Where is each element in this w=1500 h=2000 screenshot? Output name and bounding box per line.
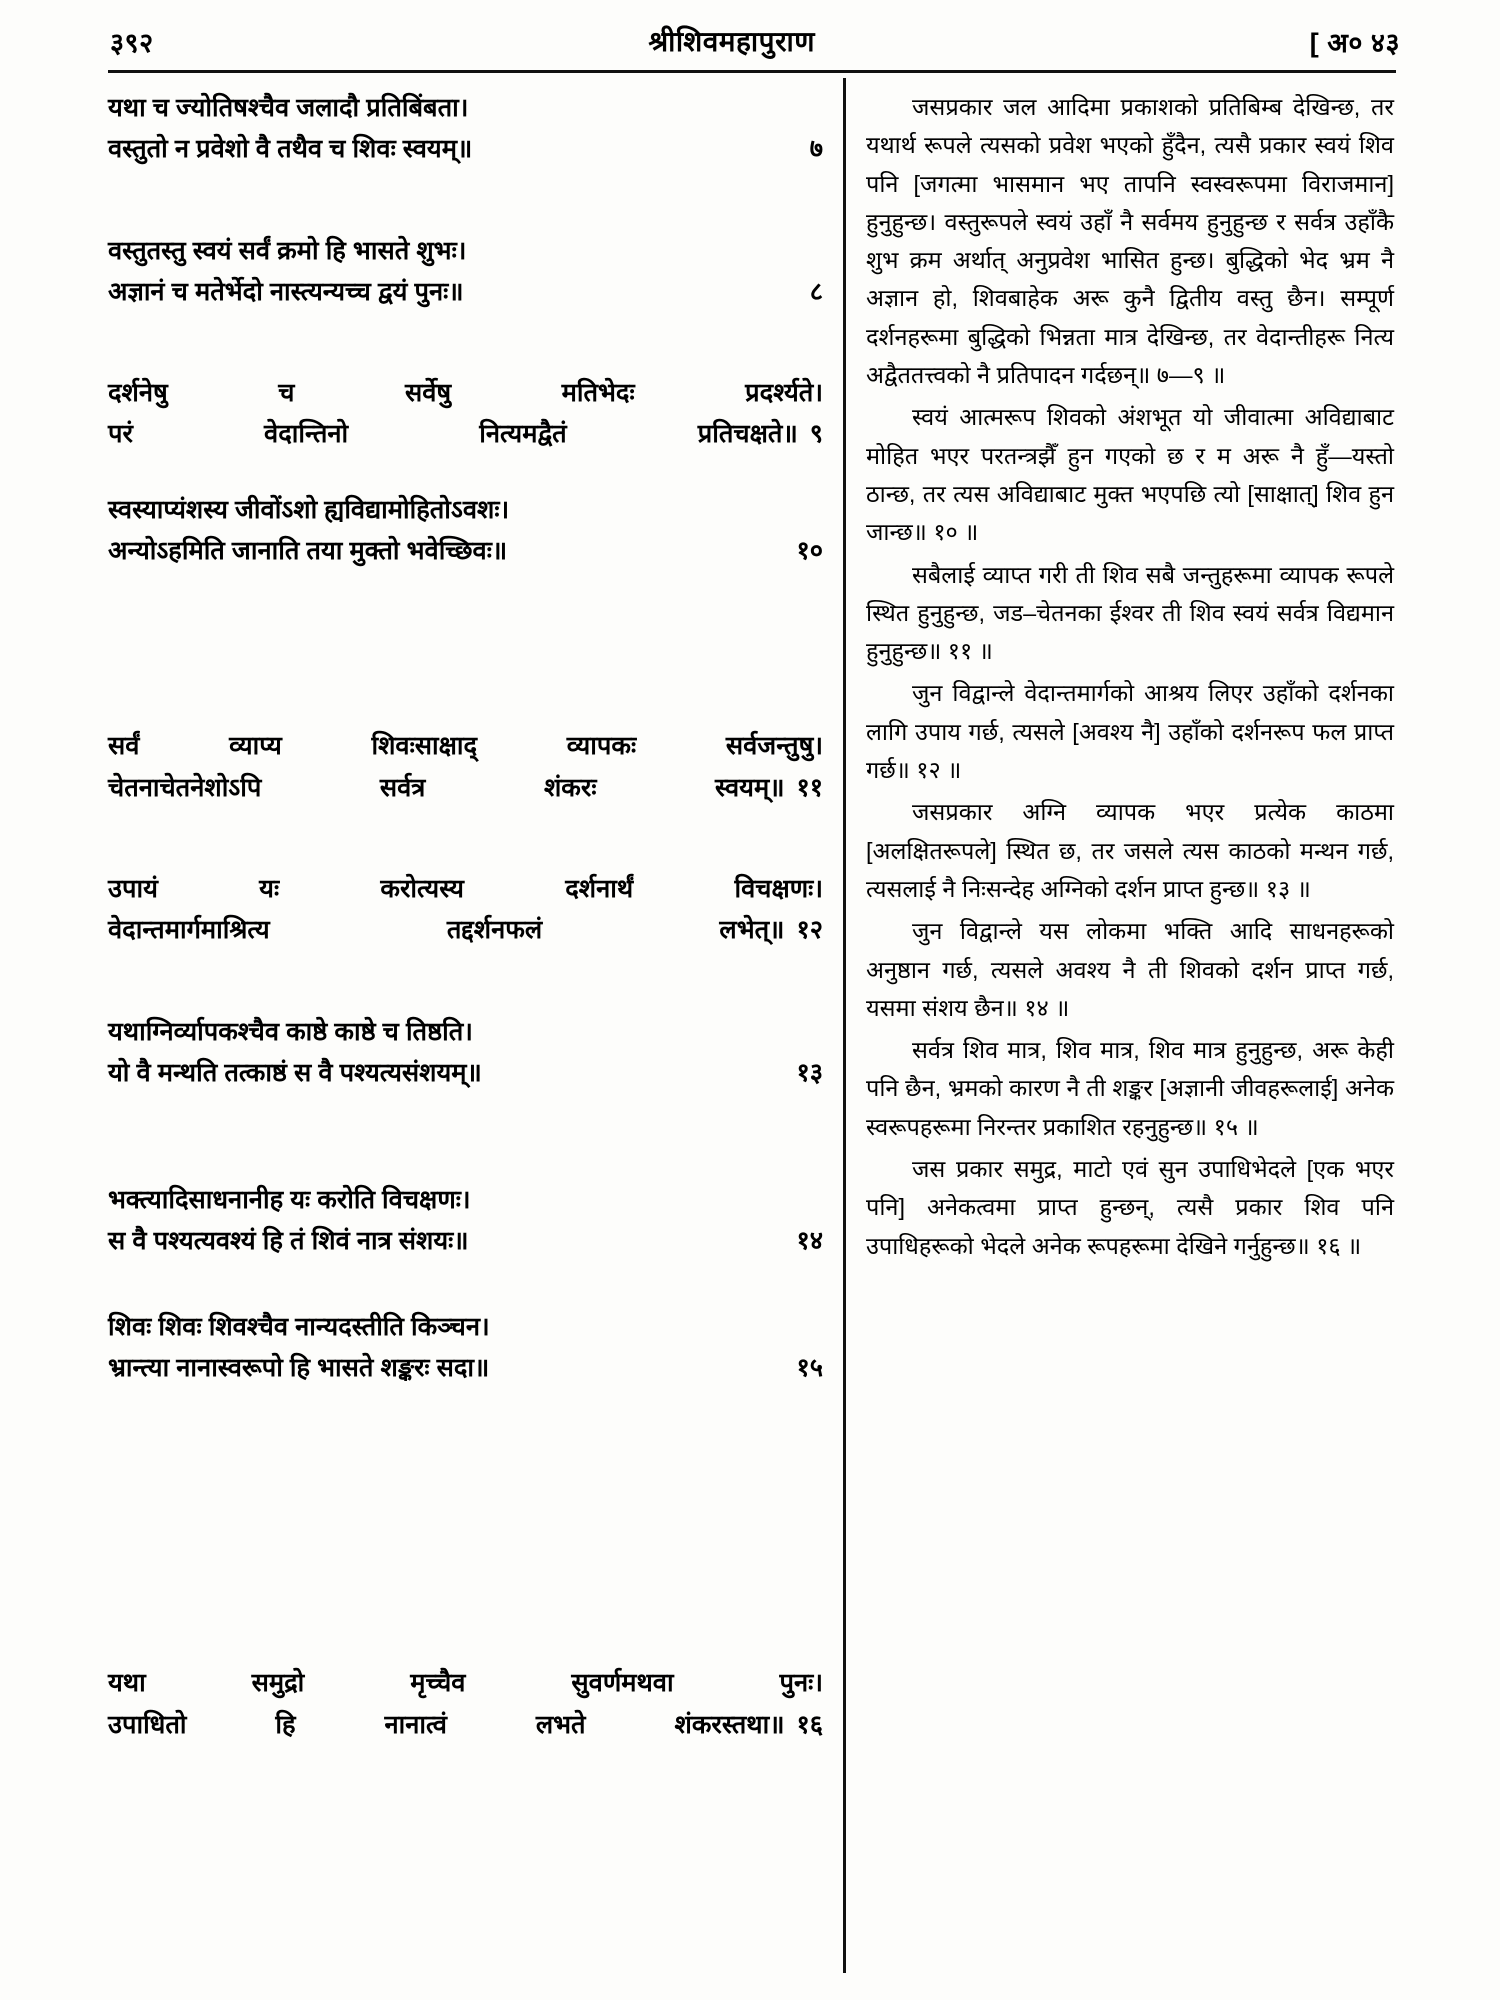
verse-16 <box>108 1663 823 1746</box>
verse-number: १६ <box>796 1710 823 1739</box>
commentary-paragraph: जुन विद्वान्ले यस लोकमा भक्ति आदि साधनहरूको अनुष्ठान गर्छ, त्यसले अवश्य नै ती शिवको दर्शन प्राप्त गर्छ, यसमा संशय छैन॥ १४ ॥ <box>866 918 1394 1021</box>
verse-text: उपाधितो हि नानात्वं लभते शंकरस्तथा॥ <box>108 1710 785 1739</box>
verse-line <box>108 129 823 170</box>
verse-number: १५ <box>796 1354 823 1383</box>
verse-text: यथाग्निर्व्यापकश्चैव काष्ठे काष्ठे च तिष्ठति। <box>108 1017 473 1046</box>
verse-13 <box>108 1012 823 1095</box>
verse-text: स्वस्याप्यंशस्य जीवोंऽशो ह्यविद्यामोहितोऽवशः। <box>108 495 510 524</box>
verse-9 <box>108 373 823 456</box>
commentary-paragraph: जस प्रकार समुद्र, माटो एवं सुन उपाधिभेदले [एक भएर पनि] अनेकत्वमा प्राप्त हुन्छन्, त्यसै प्रकार शिव पनि उपाधिहरूको भेदले अनेक रूपहरूमा देखिने गर्नुहुन्छ॥ १६ ॥ <box>866 1156 1394 1259</box>
verse-line <box>108 869 823 910</box>
verse-text: वेदान्तमार्गमाश्रित्य तद्दर्शनफलं लभेत्॥ <box>108 916 785 945</box>
verse-7 <box>108 88 823 171</box>
verse-text: अज्ञानं च मतेर्भेदो नास्त्यन्यच्च द्वयं पुनः॥ <box>108 277 464 306</box>
commentary-paragraph: सर्वत्र शिव मात्र, शिव मात्र, शिव मात्र हुनुहुन्छ, अरू केही पनि छैन, भ्रमको कारण नै ती शङ्कर [अज्ञानी जीवहरूलाई] अनेक स्वरूपहरूमा निरन्तर प्रकाशित रहनुहुन्छ॥ १५ ॥ <box>866 1037 1394 1140</box>
commentary-paragraph: जसप्रकार अग्नि व्यापक भएर प्रत्येक काठमा [अलक्षितरूपले] स्थित छ, तर जसले त्यस काठको मन्थन गर्छ, त्यसलाई नै निःसन्देह अग्निको दर्शन प्राप्त हुन्छ॥ १३ ॥ <box>866 799 1394 902</box>
verse-11 <box>108 726 823 809</box>
verse-12 <box>108 869 823 952</box>
verse-line <box>108 272 823 313</box>
verse-line <box>108 1012 823 1053</box>
verse-text: चेतनाचेतनेशोऽपि सर्वत्र शंकरः स्वयम्॥ <box>108 773 785 802</box>
verse-line <box>108 373 823 414</box>
verse-text: यथा च ज्योतिषश्चैव जलादौ प्रतिबिंबता। <box>108 94 469 122</box>
verse-8 <box>108 231 823 314</box>
header-rule <box>108 70 1396 73</box>
verse-text: उपायं यः करोत्यस्य दर्शनार्थं विचक्षणः। <box>108 874 823 903</box>
book-title: श्रीशिवमहापुराण <box>648 26 816 57</box>
verse-line <box>108 726 823 767</box>
verse-line <box>108 414 823 455</box>
commentary-paragraph: स्वयं आत्मरूप शिवको अंशभूत यो जीवात्मा अविद्याबाट मोहित भएर परतन्त्रझैँ हुन गएको छ र म अरू नै हुँ—यस्तो ठान्छ, तर त्यस अविद्याबाट मुक्त भएपछि त्यो [साक्षात्] शिव हुन जान्छ॥ १० ॥ <box>866 404 1394 546</box>
verse-text: वस्तुतो न प्रवेशो वै तथैव च शिवः स्वयम्॥ <box>108 135 473 164</box>
verse-text: वस्तुतस्तु स्वयं सर्वं क्रमो हि भासते शुभः। <box>108 236 467 265</box>
verse-line <box>108 490 823 531</box>
verse-14 <box>108 1180 823 1263</box>
verse-number: ११ <box>796 773 823 802</box>
commentary-paragraph: जसप्रकार जल आदिमा प्रकाशको प्रतिबिम्ब देखिन्छ, तर यथार्थ रूपले त्यसको प्रवेश भएको हुँदैन, त्यसै प्रकार स्वयं शिव पनि [जगत्मा भासमान भए तापनि स्वस्वरूपमा विराजमान] हुनुहुन्छ। वस्तुरूपले स्वयं उहाँ नै सर्वमय हुनुहुन्छ र सर्वत्र उहाँकै शुभ क्रम अर्थात् अनुप्रवेश भासित हुन्छ। बुद्धिको भेद भ्रम नै अज्ञान हो, शिवबाहेक अरू कुनै द्वितीय वस्तु छैन। सम्पूर्ण दर्शनहरूमा बुद्धिको भिन्नता मात्र देखिन्छ, तर वेदान्तीहरू नित्य अद्वैततत्त्वको नै प्रतिपादन गर्दछन्॥ ७—९ ॥ <box>866 94 1394 389</box>
verse-text: भक्त्यादिसाधनानीह यः करोति विचक्षणः। <box>108 1186 471 1215</box>
verse-number: १३ <box>796 1058 823 1087</box>
verse-number: १२ <box>796 916 823 945</box>
verse-line <box>108 231 823 272</box>
column-divider <box>843 78 846 1973</box>
verse-line <box>108 1307 823 1348</box>
verse-text: परं वेदान्तिनो नित्यमद्वैतं प्रतिचक्षते॥ <box>108 420 798 449</box>
chapter-marker: [ अ० ४३ <box>1309 27 1400 58</box>
verse-number: ७ <box>809 135 823 164</box>
verse-text: स वै पश्यत्यवश्यं हि तं शिवं नात्र संशयः॥ <box>108 1227 469 1256</box>
verse-number: १० <box>796 537 823 566</box>
verse-number: ८ <box>809 277 823 306</box>
verse-line <box>108 1180 823 1221</box>
verse-text: अन्योऽहमिति जानाति तया मुक्तो भवेच्छिवः॥ <box>108 537 508 566</box>
commentary-column <box>866 88 1394 1265</box>
verse-text: शिवः शिवः शिवश्चैव नान्यदस्तीति किञ्चन। <box>108 1312 490 1341</box>
verse-15 <box>108 1307 823 1390</box>
verse-number: १४ <box>796 1227 823 1256</box>
verse-line <box>108 1663 823 1704</box>
verse-line <box>108 1348 823 1389</box>
verse-line <box>108 768 823 809</box>
verse-line <box>108 531 823 572</box>
verse-10 <box>108 490 823 573</box>
commentary-paragraph: सबैलाई व्याप्त गरी ती शिव सबै जन्तुहरूमा व्यापक रूपले स्थित हुनुहुन्छ, जड–चेतनका ईश्वर ती शिव स्वयं सर्वत्र विद्यमान हुनुहुन्छ॥ ११ ॥ <box>866 561 1394 665</box>
verse-text: भ्रान्त्या नानास्वरूपो हि भासते शङ्करः सदा॥ <box>108 1354 490 1383</box>
verse-text: दर्शनेषु च सर्वेषु मतिभेदः प्रदर्श्यते। <box>108 379 823 408</box>
verse-line <box>108 1221 823 1262</box>
verse-column <box>108 88 823 1780</box>
page-header <box>110 18 1400 64</box>
verse-text: यथा समुद्रो मृच्चैव सुवर्णमथवा पुनः। <box>108 1669 823 1698</box>
verse-line <box>108 1705 823 1746</box>
verse-line <box>108 910 823 951</box>
page-body <box>108 78 1396 1978</box>
verse-number: ९ <box>809 420 823 449</box>
verse-line <box>108 1053 823 1094</box>
verse-text: यो वै मन्थति तत्काष्ठं स वै पश्यत्यसंशयम्॥ <box>108 1058 482 1087</box>
commentary-paragraph: जुन विद्वान्ले वेदान्तमार्गको आश्रय लिएर उहाँको दर्शनका लागि उपाय गर्छ, त्यसले [अवश्य नै] उहाँको दर्शनरूप फल प्राप्त गर्छ॥ १२ ॥ <box>866 680 1394 784</box>
verse-text: सर्वं व्याप्य शिवःसाक्षाद् व्यापकः सर्वजन्तुषु। <box>108 732 823 761</box>
verse-line <box>108 88 823 129</box>
folio-number: ३९२ <box>110 27 154 58</box>
